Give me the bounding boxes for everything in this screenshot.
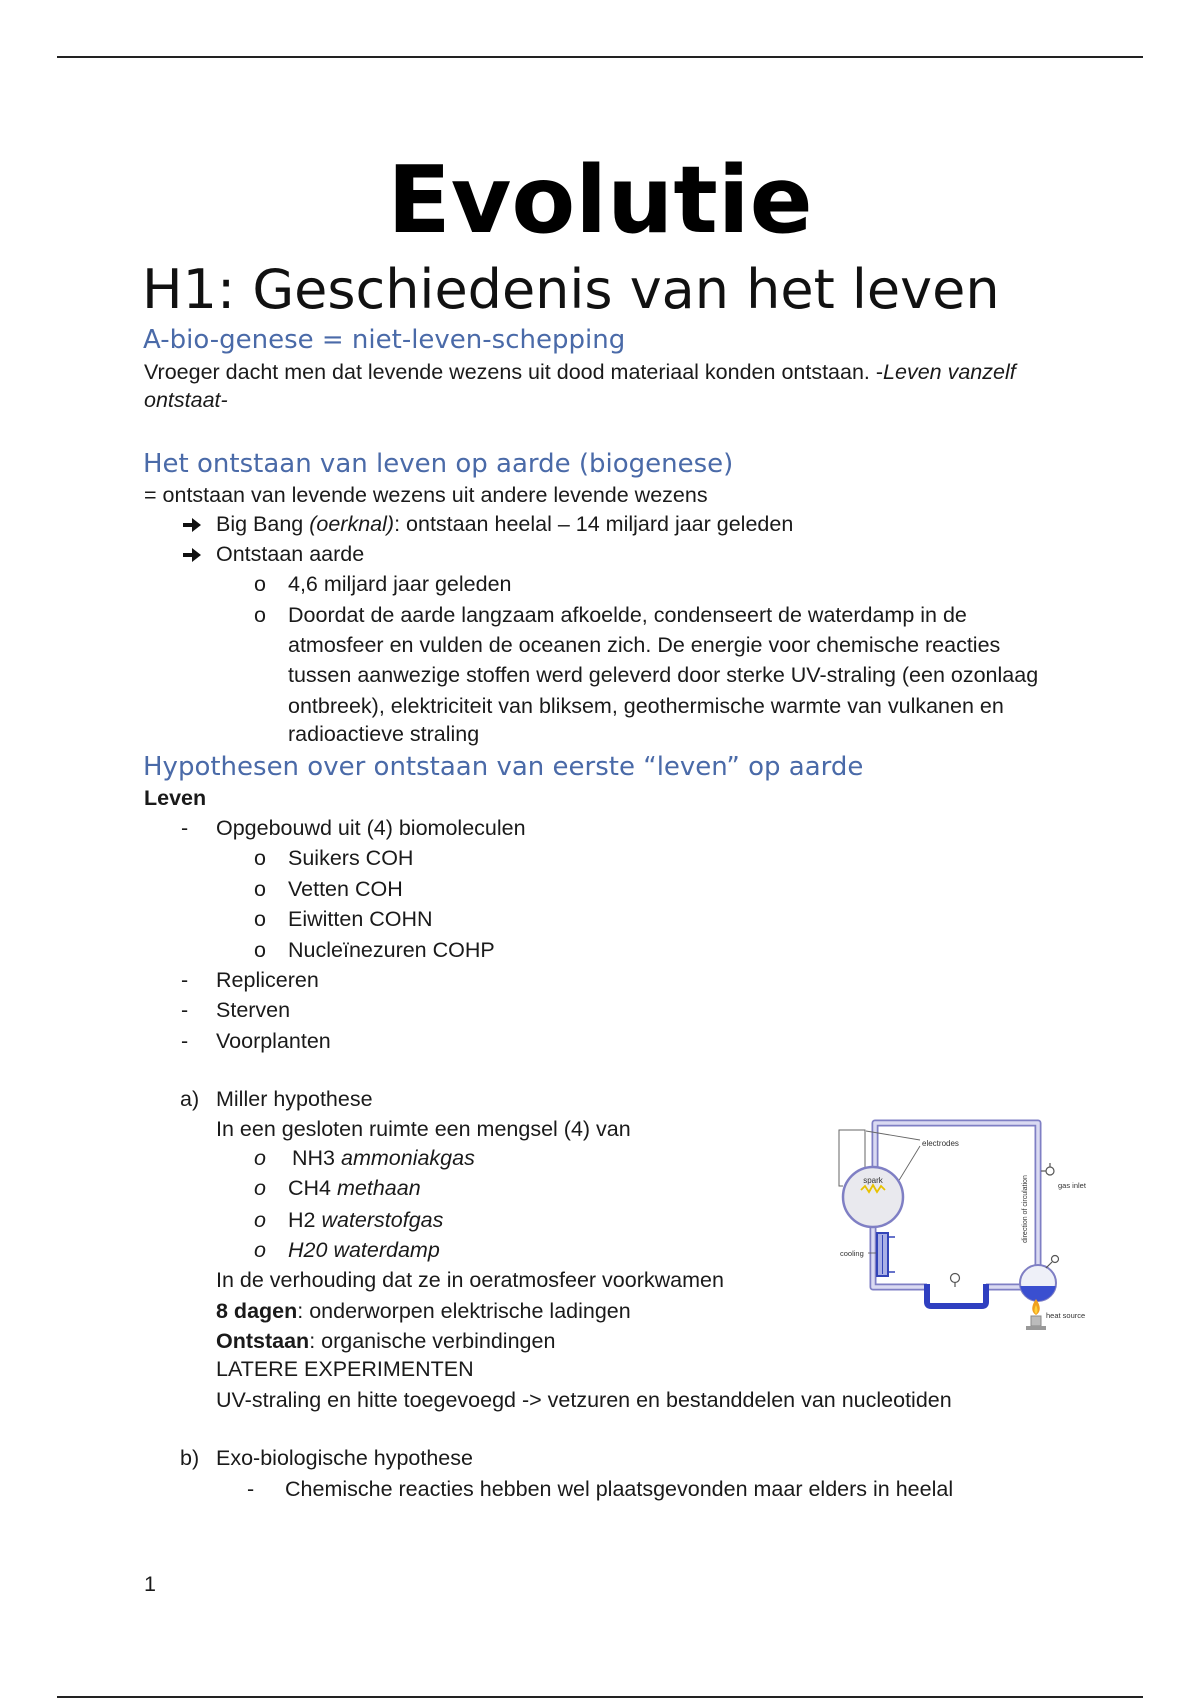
text-run: : onderworpen elektrische ladingen <box>297 1299 631 1323</box>
list-marker-a: a) <box>180 1087 200 1111</box>
italic-run: Leven vanzelf <box>883 360 1016 384</box>
italic-run: ontstaat- <box>144 388 228 412</box>
gas-list-item <box>292 1143 475 1173</box>
gas-formula: H20 <box>288 1238 328 1262</box>
spark-label: spark <box>863 1176 883 1185</box>
chapter-heading: H1: Geschiedenis van het leven <box>142 258 1000 321</box>
bold-label <box>144 783 206 813</box>
bold-run: Leven <box>144 786 207 810</box>
heat-source-label: heat source <box>1046 1311 1086 1320</box>
circle-bullet: o <box>254 572 266 596</box>
gas-name: waterstofgas <box>321 1208 444 1232</box>
gas-inlet-valve <box>1041 1163 1054 1175</box>
lower-tube-outline <box>873 1226 1022 1287</box>
page-number: 1 <box>144 1572 156 1596</box>
header-rule <box>57 56 1143 58</box>
gas-formula: NH3 <box>292 1146 336 1170</box>
list-marker-b: b) <box>180 1446 200 1470</box>
later-experiments-label: LATERE EXPERIMENTEN <box>216 1357 474 1381</box>
list-item: Sterven <box>216 998 291 1022</box>
electrode-leader <box>898 1146 920 1182</box>
bold-run: Ontstaan <box>216 1329 310 1353</box>
list-item-big-bang <box>216 509 793 539</box>
circle-bullet: o <box>254 1238 266 1262</box>
electrodes-label: electrodes <box>922 1139 959 1148</box>
hypothesis-intro: In een gesloten ruimte een mengsel (4) van <box>216 1117 631 1141</box>
text-run: : ontstaan heelal – 14 miljard jaar geleden <box>394 512 794 536</box>
circle-bullet: o <box>254 907 266 931</box>
arrow-right-icon <box>182 539 202 569</box>
gas-formula: H2 <box>288 1208 316 1232</box>
list-item: Chemische reacties hebben wel plaatsgevonden maar elders in heelal <box>285 1477 954 1501</box>
u-trap <box>927 1284 986 1306</box>
circle-bullet: o <box>254 1208 266 1232</box>
list-item: Repliceren <box>216 968 319 992</box>
dash-bullet: - <box>247 1477 255 1501</box>
section-heading-hypothesen: Hypothesen over ontstaan van eerste “leven” op aarde <box>143 752 864 782</box>
sub-list-item: Suikers COH <box>288 846 414 870</box>
circle-bullet: o <box>254 1146 266 1170</box>
circle-bullet: o <box>254 846 266 870</box>
gas-name: ammoniakgas <box>341 1146 475 1170</box>
circle-bullet: o <box>254 938 266 962</box>
circle-bullet: o <box>254 1176 266 1200</box>
text-run: Vroeger dacht men dat levende wezens uit dood materiaal konden ontstaan. - <box>144 360 884 384</box>
hypothesis-ratio: In de verhouding dat ze in oeratmosfeer voorkwamen <box>216 1268 724 1292</box>
sub-list-item: Eiwitten COHN <box>288 907 433 931</box>
lower-tube-glass <box>873 1226 1022 1287</box>
later-experiments-text: UV-straling en hitte toegevoegd -> vetzuren en bestanddelen van nucleotiden <box>216 1388 952 1412</box>
bold-run: 8 dagen <box>216 1299 298 1323</box>
gas-inlet-label: gas inlet <box>1058 1181 1086 1190</box>
dash-bullet: - <box>181 968 189 992</box>
paragraph-line <box>144 357 1016 387</box>
sub-list-item-line: atmosfeer en vulden de oceanen zich. De energie voor chemische reacties <box>288 633 1001 657</box>
hypothesis-result <box>216 1326 555 1356</box>
sub-list-item-line: Doordat de aarde langzaam afkoelde, condenseert de waterdamp in de <box>288 603 967 627</box>
circle-bullet: o <box>254 877 266 901</box>
dash-bullet: - <box>181 1029 189 1053</box>
burner-base <box>1026 1326 1046 1330</box>
gas-list-item <box>288 1173 421 1203</box>
list-item: Voorplanten <box>216 1029 331 1053</box>
hypothesis-title: Exo-biologische hypothese <box>216 1446 473 1470</box>
flask-valve <box>1046 1256 1059 1269</box>
stopcock <box>951 1274 960 1288</box>
text-run: Big Bang <box>216 512 310 536</box>
gas-list-item <box>288 1205 443 1235</box>
gas-list-item <box>288 1235 440 1265</box>
text-run: : organische verbindingen <box>309 1329 556 1353</box>
circle-bullet: o <box>254 603 266 627</box>
boiling-water <box>1020 1286 1056 1301</box>
hypothesis-duration <box>216 1296 631 1326</box>
dash-bullet: - <box>181 998 189 1022</box>
sub-list-item-line: tussen aanwezige stoffen werd geleverd door sterke UV-straling (een ozonlaag <box>288 663 1039 687</box>
definition-line: = ontstaan van levende wezens uit andere levende wezens <box>144 483 708 507</box>
hypothesis-title: Miller hypothese <box>216 1087 373 1111</box>
italic-run: (oerknal) <box>309 512 395 536</box>
sub-list-item-line: ontbreek), elektriciteit van bliksem, geothermische warmte van vulkanen en <box>288 694 1004 718</box>
paragraph-line <box>144 385 228 415</box>
section-heading-biogenese: Het ontstaan van leven op aarde (biogenese) <box>143 449 734 479</box>
sub-list-item: Nucleïnezuren COHP <box>288 938 495 962</box>
section-heading-abiogenese: A-bio-genese = niet-leven-schepping <box>143 325 626 355</box>
sub-list-item: Vetten COH <box>288 877 403 901</box>
dash-bullet: - <box>181 816 189 840</box>
gas-formula: CH4 <box>288 1176 332 1200</box>
list-item-ontstaan-aarde: Ontstaan aarde <box>216 542 365 566</box>
footer-rule <box>57 1696 1143 1698</box>
arrow-right-icon <box>182 509 202 539</box>
circulation-label: direction of circulation <box>1022 1175 1029 1243</box>
gas-name: methaan <box>337 1176 421 1200</box>
burner <box>1031 1316 1041 1326</box>
sub-list-item: 4,6 miljard jaar geleden <box>288 572 512 596</box>
sub-list-item-line: radioactieve straling <box>288 722 480 746</box>
miller-urey-apparatus-diagram <box>832 1116 1102 1346</box>
gas-name: waterdamp <box>333 1238 440 1262</box>
cooling-label: cooling <box>840 1249 864 1258</box>
document-title: Evolutie <box>387 146 813 254</box>
list-item: Opgebouwd uit (4) biomoleculen <box>216 816 526 840</box>
